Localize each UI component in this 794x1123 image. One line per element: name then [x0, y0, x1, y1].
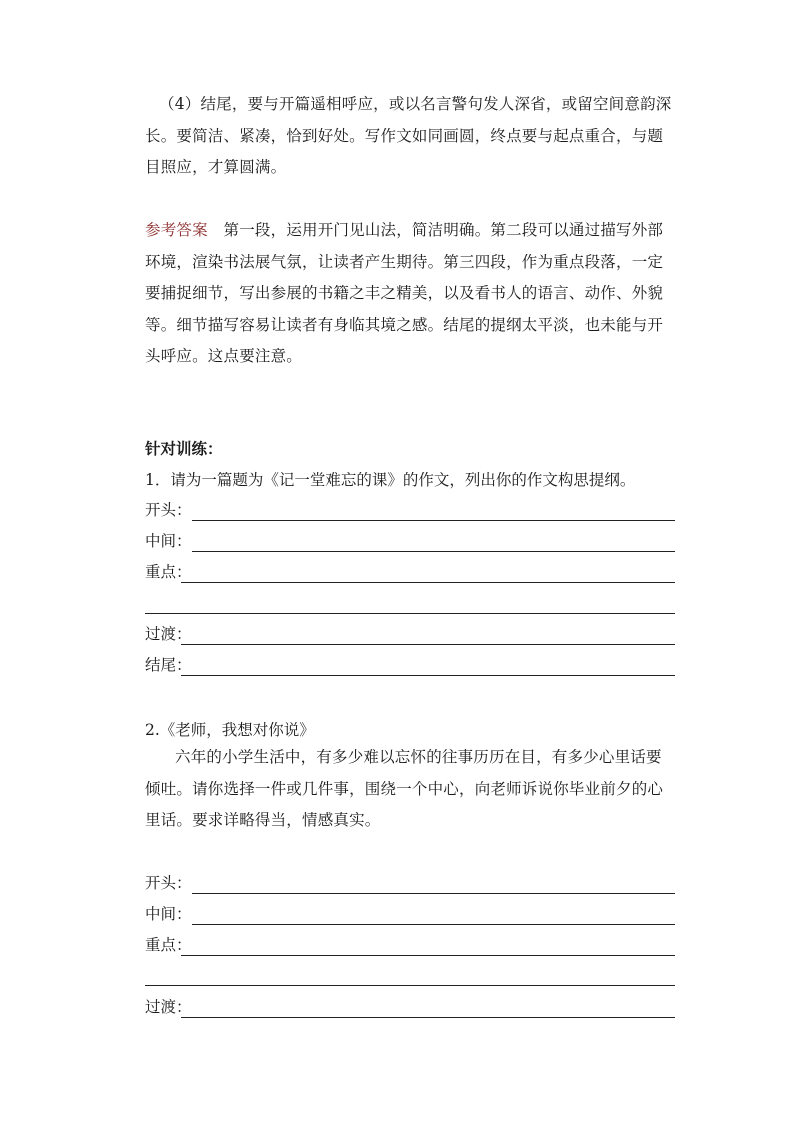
q2-focus-blank[interactable]	[181, 955, 675, 956]
q1-ending-row	[145, 654, 675, 676]
q1-ending-label: 结尾：	[145, 656, 192, 674]
q1-focus-blank[interactable]	[181, 582, 675, 583]
reference-answer-label: 参考答案	[145, 221, 208, 239]
q1-transition-blank[interactable]	[181, 644, 675, 645]
practice-title: 针对训练：	[145, 439, 223, 458]
q1-focus-row	[145, 561, 675, 583]
q2-middle-blank[interactable]	[192, 924, 675, 925]
q2-transition-label: 过渡：	[145, 998, 192, 1016]
question-2-description: 六年的小学生活中，有多少难以忘怀的往事历历在目，有多少心里话要倾吐。请你选择一件或几件事，围绕一个中心，向老师诉说你毕业前夕的心里话。要求详略得当，情感真实。	[145, 748, 664, 829]
q2-opening-label: 开头：	[145, 874, 192, 892]
q2-middle-row	[145, 903, 675, 925]
q1-middle-blank[interactable]	[192, 551, 675, 552]
q2-transition-blank[interactable]	[181, 1017, 675, 1018]
q1-focus-extra-blank[interactable]	[145, 613, 675, 614]
question-1-prompt: 1．请为一篇题为《记一堂难忘的课》的作文，列出你的作文构思提纲。	[145, 471, 636, 489]
q1-opening-blank[interactable]	[192, 520, 675, 521]
q2-opening-row	[145, 872, 675, 894]
reference-answer	[145, 215, 675, 373]
q1-transition-row	[145, 623, 675, 645]
q1-ending-blank[interactable]	[181, 675, 675, 676]
q1-opening-row	[145, 499, 675, 521]
q1-focus-label: 重点：	[145, 563, 192, 581]
q2-focus-extra-blank[interactable]	[145, 985, 675, 986]
q2-opening-blank[interactable]	[192, 893, 675, 894]
q2-focus-label: 重点：	[145, 936, 192, 954]
q1-transition-label: 过渡：	[145, 625, 192, 643]
outline-point-4: （4）结尾，要与开篇遥相呼应，或以名言警句发人深省，或留空间意韵深长。要简洁、紧凑，恰到好处。写作文如同画圆，终点要与起点重合，与题目照应，才算圆满。	[145, 95, 672, 176]
reference-answer-text: 第一段，运用开门见山法，简洁明确。第二段可以通过描写外部环境，渲染书法展气氛，让读者产生期待。第三四段，作为重点段落，一定要捕捉细节，写出参展的书籍之丰之精美，以及看书人的语言、动作、外貌等。细节描写容易让读者有身临其境之感。结尾的提纲太平淡，也未能与开头呼应。这点要注意。	[145, 221, 664, 365]
q2-transition-row	[145, 996, 675, 1018]
q2-focus-row	[145, 934, 675, 956]
q1-middle-label: 中间：	[145, 532, 192, 550]
question-2-title: 2.《老师，我想对你说》	[145, 721, 315, 739]
q1-middle-row	[145, 530, 675, 552]
q1-opening-label: 开头：	[145, 501, 192, 519]
q2-middle-label: 中间：	[145, 905, 192, 923]
